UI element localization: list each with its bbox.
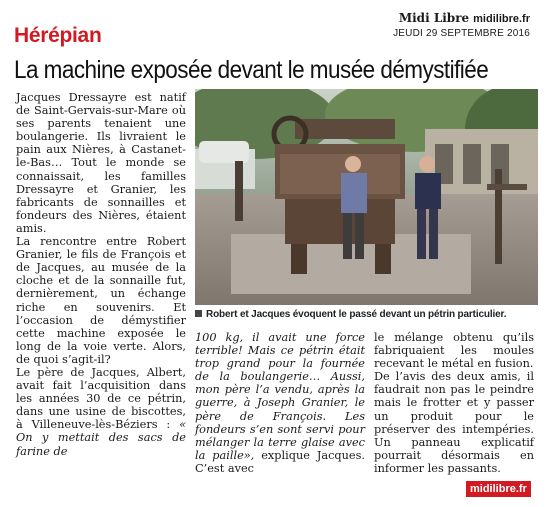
- article-kicker: Hérépian: [14, 24, 102, 47]
- article-column-1: [16, 91, 186, 458]
- paragraph: Jacques Dressayre est natif de Saint-Gervais-sur-Mare où ses parents tenaient une boulangerie. Ils livraient le pain aux Nières, à Castanet-le-Bas… Tout le monde se connaissait, les familles Dressayre et Granier, les fabricants de sonnailles et fondeurs des Nières, étaient amis.: [16, 91, 186, 235]
- article-photo: [195, 89, 538, 305]
- article-headline: La machine exposée devant le musée démystifiée: [14, 56, 489, 84]
- article-column-3: [374, 331, 534, 475]
- paragraph: [195, 331, 365, 475]
- publication-date: JEUDI 29 SEPTEMBRE 2016: [393, 28, 530, 39]
- paragraph-text: explique Jacques. C’est avec: [195, 448, 366, 475]
- article-column-2: [195, 331, 365, 475]
- newspaper-site: midilibre.fr: [473, 13, 530, 25]
- quote-text: « On y mettait des sacs de farine de: [16, 418, 186, 458]
- paragraph: De l’avis des deux amis, il faudrait non pas le peindre mais le frotter et y passer un produit pour le préserver des intempéries. Un panneau explicatif pourrait désormais en informer les passants.: [374, 370, 534, 475]
- photo-caption: [195, 309, 538, 320]
- site-badge: midilibre.fr: [466, 481, 531, 497]
- caption-text: Robert et Jacques évoquent le passé devant un pétrin particulier.: [206, 309, 507, 320]
- newspaper-brand: Midi Libre: [398, 11, 470, 25]
- masthead: [393, 9, 530, 39]
- quote-text: 100 kg, il avait une force terrible! Mais ce pétrin était trop grand pour la fournée de la boulangerie… Aussi, mon père l’a vendu, après la guerre, à Joseph Granier, le père de François. Les fondeurs s’en sont servi pour mélanger la terre glaise avec la paille»,: [195, 331, 365, 462]
- paragraph: [16, 366, 186, 458]
- photo-illustration: [195, 89, 538, 305]
- paragraph-text: Le père de Jacques, Albert, avait fait l’acquisition dans les années 30 de ce pétrin, dans une usine de biscottes, à Villeneuve-lès-Béziers :: [16, 365, 186, 432]
- caption-bullet: [195, 310, 202, 317]
- paragraph: La rencontre entre Robert Granier, le fils de François et de Jacques, au musée de la cloche et de la sonnaille fut, dernièrement, un échange riche en souvenirs. Et l’occasion de démystifier cette machine exposée le long de la voie verte. Alors, de quoi s’agit-il?: [16, 235, 186, 366]
- paragraph: le mélange obtenu qu’ils fabriquaient les moules recevant le métal en fusion.: [374, 331, 534, 371]
